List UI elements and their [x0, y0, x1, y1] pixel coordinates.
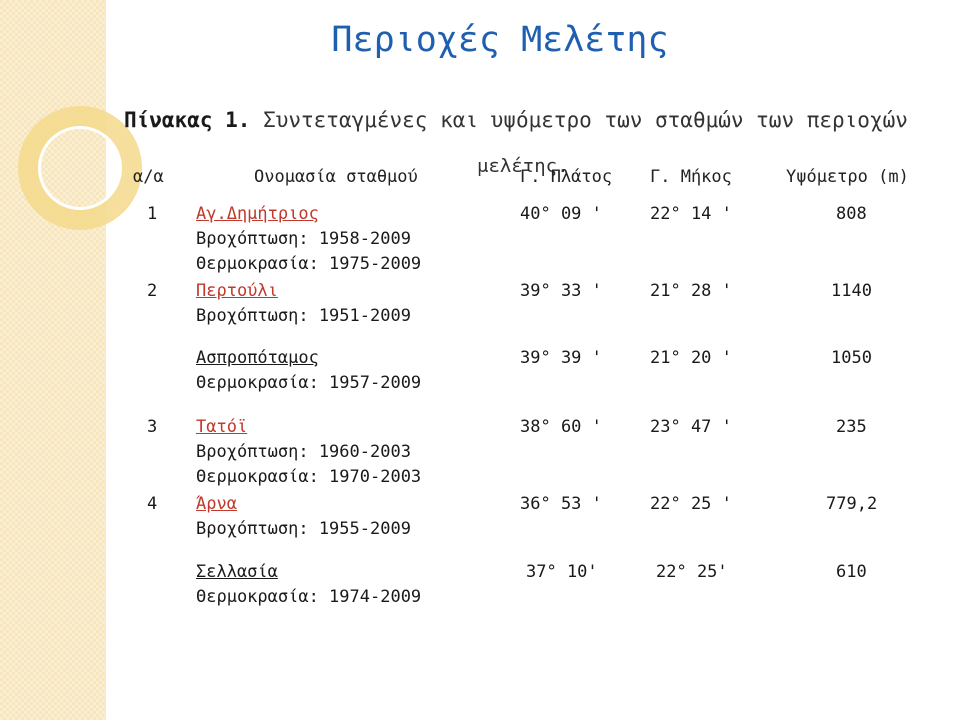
row-altitude: 610 — [836, 562, 867, 582]
row-altitude: 235 — [836, 417, 867, 437]
station-link-tatoi[interactable]: Τατόϊ — [196, 417, 248, 437]
row-latitude: 39° 33 ' — [520, 281, 602, 301]
row-num: 2 — [147, 281, 158, 301]
decorative-ring-inner — [38, 126, 122, 210]
row-note: Θερμοκρασία: 1975-2009 — [196, 254, 422, 274]
row-latitude: 39° 39 ' — [520, 348, 602, 368]
caption-text: Συντεταγμένες και υψόμετρο των σταθμών των περιοχών — [250, 108, 908, 132]
row-latitude: 37° 10' — [526, 562, 598, 582]
header-latitude: Γ. Πλάτος — [520, 167, 613, 187]
station-link-pertouli[interactable]: Περτούλι — [196, 281, 278, 301]
caption-text-wrap: μελέτης. — [477, 155, 569, 177]
station-link-ag-dimitrios[interactable]: Αγ.Δημήτριος — [196, 204, 319, 224]
row-longitude: 22° 25 ' — [650, 494, 732, 514]
row-latitude: 36° 53 ' — [520, 494, 602, 514]
row-altitude: 779,2 — [826, 494, 878, 514]
row-longitude: 22° 25' — [656, 562, 728, 582]
row-note: Βροχόπτωση: 1960-2003 — [196, 442, 411, 462]
row-note: Θερμοκρασία: 1957-2009 — [196, 373, 422, 393]
row-num: 1 — [147, 204, 158, 224]
row-note: Βροχόπτωση: 1958-2009 — [196, 229, 411, 249]
row-longitude: 21° 28 ' — [650, 281, 732, 301]
row-note: Θερμοκρασία: 1974-2009 — [196, 587, 422, 607]
row-longitude: 22° 14 ' — [650, 204, 732, 224]
row-longitude: 23° 47 ' — [650, 417, 732, 437]
row-note: Βροχόπτωση: 1955-2009 — [196, 519, 411, 539]
header-station-name: Ονομασία σταθμού — [254, 167, 418, 187]
header-longitude: Γ. Μήκος — [650, 167, 732, 187]
row-latitude: 38° 60 ' — [520, 417, 602, 437]
station-aspropotamos[interactable]: Ασπροπόταμος — [196, 348, 319, 368]
row-note: Θερμοκρασία: 1970-2003 — [196, 467, 422, 487]
row-altitude: 808 — [836, 204, 867, 224]
station-sellasia[interactable]: Σελλασία — [196, 562, 278, 582]
caption-label: Πίνακας 1. — [124, 108, 251, 132]
table-caption — [124, 108, 908, 132]
slide-title: Περιοχές Μελέτης — [331, 20, 669, 60]
header-num: α/α — [133, 167, 164, 187]
row-note: Βροχόπτωση: 1951-2009 — [196, 306, 411, 326]
row-num: 3 — [147, 417, 158, 437]
row-latitude: 40° 09 ' — [520, 204, 602, 224]
header-altitude: Υψόμετρο (m) — [786, 167, 909, 187]
row-altitude: 1140 — [831, 281, 872, 301]
station-link-arna[interactable]: Άρνα — [196, 494, 237, 514]
row-altitude: 1050 — [831, 348, 872, 368]
row-longitude: 21° 20 ' — [650, 348, 732, 368]
row-num: 4 — [147, 494, 158, 514]
